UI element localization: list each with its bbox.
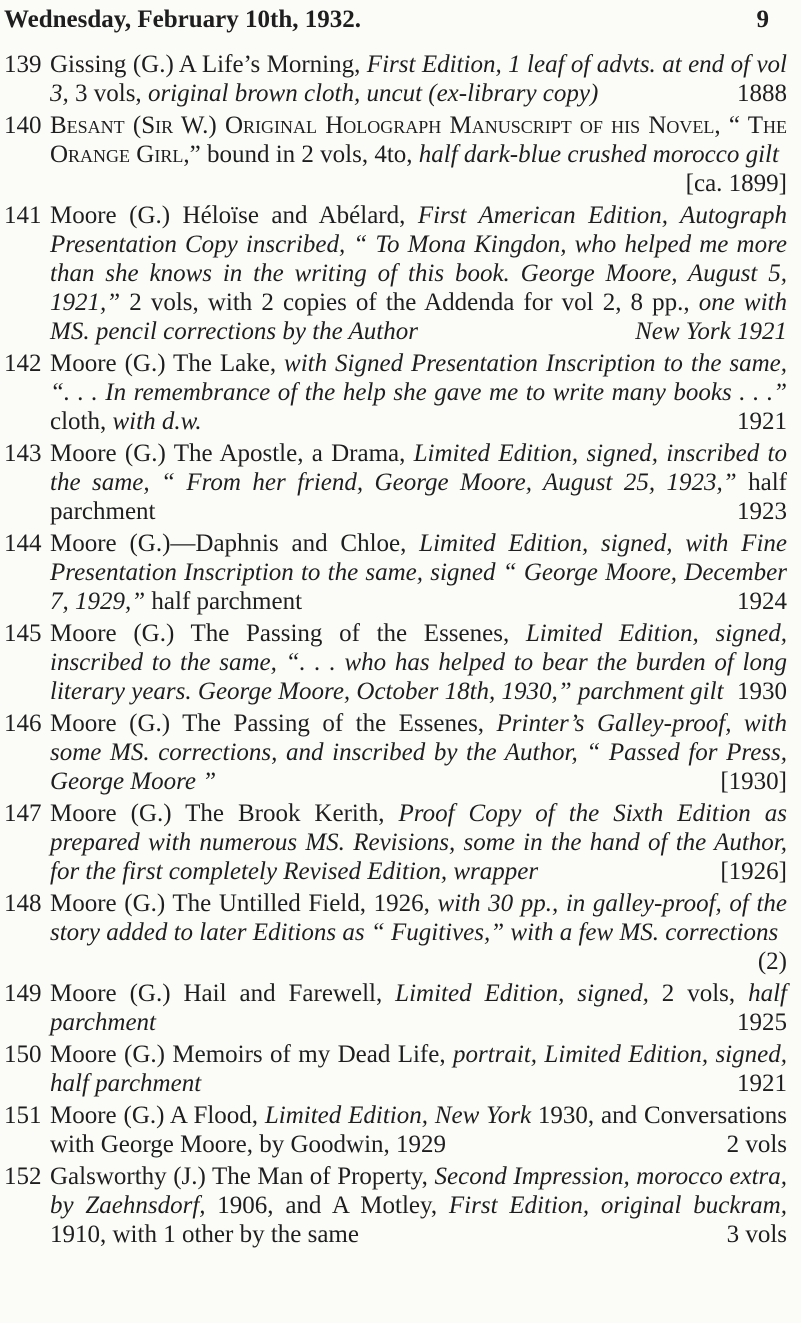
lot-description (50, 201, 787, 346)
lot-text-segment: Limited Edition, signed, inscribed to the same, “. . . who has helped to bear the burden of long literary years. George Moore, October 18th, 1930,” (50, 620, 787, 705)
lot-text-segment: parchment gilt (577, 678, 724, 705)
lot-entry (4, 1040, 787, 1098)
lot-text-segment: half parchment (145, 588, 303, 615)
lot-text-segment: 3 vols, (68, 80, 148, 107)
lot-text-segment: portrait, Limited Edition, signed, half parchment (50, 1041, 787, 1097)
lot-text-segment: Moore (G.)—Daphnis and Chloe, (50, 530, 420, 557)
lot-description (50, 889, 787, 976)
lot-date: 1888 (737, 80, 787, 107)
lot-description (50, 709, 787, 796)
lot-text-segment: 2 vols, (648, 980, 749, 1007)
lot-number: 150 (4, 1041, 42, 1068)
lot-text-segment: Moore (G.) The Passing of the Essenes, (50, 620, 526, 647)
lot-date: 1930 (737, 678, 787, 705)
lot-text-segment: 1906, and A Motley, (205, 1192, 449, 1219)
lot-text-segment: half parchment (50, 980, 787, 1036)
lot-description (50, 349, 787, 436)
lot-entry (4, 529, 787, 616)
lot-date: 1921 (737, 1070, 787, 1097)
lot-entry (4, 111, 787, 198)
lot-text-segment: Moore (G.) The Brook Kerith, (50, 800, 399, 827)
lot-number: 139 (4, 51, 42, 78)
lot-number: 141 (4, 202, 42, 229)
header-date: Wednesday, February 10th, 1932. (4, 6, 361, 33)
lot-text-segment: Moore (G.) Hail and Farewell, (50, 980, 396, 1007)
lot-list (4, 50, 787, 1252)
lot-text-segment: Gissing (G.) A Life’s Morning, (50, 51, 367, 78)
lot-description (50, 979, 787, 1037)
lot-entry (4, 1101, 787, 1159)
page-header (4, 6, 769, 40)
lot-text-segment: 2 vols, with 2 copies of the Addenda for vol 2, 8 pp., (120, 289, 699, 316)
lot-text-segment: half parchment (50, 469, 787, 525)
lot-number: 148 (4, 890, 42, 917)
lot-text-segment: Moore (G.) The Apostle, a Drama, (50, 440, 414, 467)
lot-text-segment: First Edition, 1 leaf of advts. at end of vol 3, (50, 51, 787, 107)
lot-text-segment: with Signed Presentation Inscription to the same, “. . . In remembrance of the help she gave me to write many books . . .” (50, 350, 787, 406)
lot-description (50, 1101, 787, 1159)
lot-date: [1930] (720, 768, 787, 795)
lot-text-segment: 1930, and Conversations with George Moore, by Goodwin, 1929 (50, 1102, 787, 1158)
lot-entry (4, 889, 787, 976)
lot-number: 147 (4, 800, 42, 827)
lot-text-segment: Moore (G.) The Passing of the Essenes, (50, 710, 497, 737)
lot-date: (2) (757, 948, 787, 975)
lot-text-segment: original brown cloth, uncut (ex-library copy) (147, 80, 599, 107)
lot-number: 142 (4, 350, 42, 377)
lot-text-segment: Limited Edition, New York (264, 1102, 532, 1129)
lot-text-segment: one with MS. pencil corrections by the Author (50, 289, 787, 345)
lot-number: 140 (4, 112, 42, 139)
lot-date: [1926] (720, 858, 787, 885)
lot-date: 1923 (737, 498, 787, 525)
lot-text-segment: Moore (G.) The Lake, (50, 350, 285, 377)
lot-text-segment: Moore (G.) A Flood, (50, 1102, 265, 1129)
lot-description (50, 619, 787, 706)
lot-entry (4, 201, 787, 346)
lot-description (50, 529, 787, 616)
lot-description (50, 1040, 787, 1098)
lot-date: New York 1921 (635, 318, 787, 345)
lot-text-segment: bound in 2 vols, 4to, (200, 141, 419, 168)
lot-text-segment: Second Impression, morocco extra, by Zaehnsdorf, (50, 1163, 787, 1219)
lot-date: [ca. 1899] (685, 170, 787, 197)
lot-number: 146 (4, 710, 42, 737)
lot-number: 152 (4, 1163, 42, 1190)
lot-text-segment: First American Edition, Autograph Presentation Copy inscribed, “ To Mona Kingdon, who helped me more than she knows in the writing of this book. George Moore, August 5, 1921,” (50, 202, 787, 316)
lot-text-segment: cloth, (50, 408, 113, 435)
lot-text-segment: Moore (G.) Héloïse and Abélard, (50, 202, 418, 229)
lot-number: 151 (4, 1102, 42, 1129)
lot-text-segment: Galsworthy (J.) The Man of Property, (50, 1163, 435, 1190)
lot-entry (4, 799, 787, 886)
lot-text-segment: with 30 pp., in galley-proof, of the story added to later Editions as “ Fugitives,” with a few MS. corrections (50, 890, 787, 946)
lot-text-segment: Besant (Sir W.) Original Holograph Manuscript of his Novel, “ The Orange Girl,” (50, 112, 787, 168)
lot-number: 149 (4, 980, 42, 1007)
lot-text-segment: First Edition, original buckram, (448, 1192, 787, 1219)
lot-number: 143 (4, 440, 42, 467)
lot-description (50, 50, 787, 108)
lot-text-segment: Moore (G.) The Untilled Field, 1926, (50, 890, 438, 917)
lot-entry (4, 349, 787, 436)
lot-text-segment: 1910, with 1 other by the same (50, 1221, 359, 1248)
lot-description (50, 1162, 787, 1249)
lot-date: 1921 (737, 408, 787, 435)
lot-text-segment: Moore (G.) Memoirs of my Dead Life, (50, 1041, 453, 1068)
lot-date: 1924 (737, 588, 787, 615)
lot-number: 144 (4, 530, 42, 557)
lot-description (50, 111, 787, 198)
lot-text-segment: Limited Edition, signed, (395, 980, 649, 1007)
lot-entry (4, 619, 787, 706)
lot-date: 2 vols (726, 1131, 787, 1158)
lot-entry (4, 709, 787, 796)
lot-text-segment: Limited Edition, signed, with Fine Presentation Inscription to the same, signed “ George Moore, December 7, 1929,” (50, 530, 787, 615)
lot-entry (4, 979, 787, 1037)
lot-entry (4, 439, 787, 526)
lot-description (50, 439, 787, 526)
lot-date: 1925 (737, 1009, 787, 1036)
lot-description (50, 799, 787, 886)
lot-number: 145 (4, 620, 42, 647)
lot-entry (4, 1162, 787, 1249)
lot-date: 3 vols (726, 1221, 787, 1248)
lot-entry (4, 50, 787, 108)
lot-text-segment: Limited Edition, signed, inscribed to the same, “ From her friend, George Moore, August 25, 1923,” (50, 440, 787, 496)
page-number: 9 (756, 6, 769, 33)
lot-text-segment: Printer’s Galley-proof, with some MS. corrections, and inscribed by the Author, “ Passed for Press, George Moore ” (50, 710, 787, 795)
lot-text-segment: half dark-blue crushed morocco gilt (418, 141, 779, 168)
lot-text-segment: with d.w. (112, 408, 202, 435)
lot-text-segment: Proof Copy of the Sixth Edition as prepared with numerous MS. Revisions, some in the hand of the Author, for the first completely Revised Edition, wrapper (50, 800, 787, 885)
